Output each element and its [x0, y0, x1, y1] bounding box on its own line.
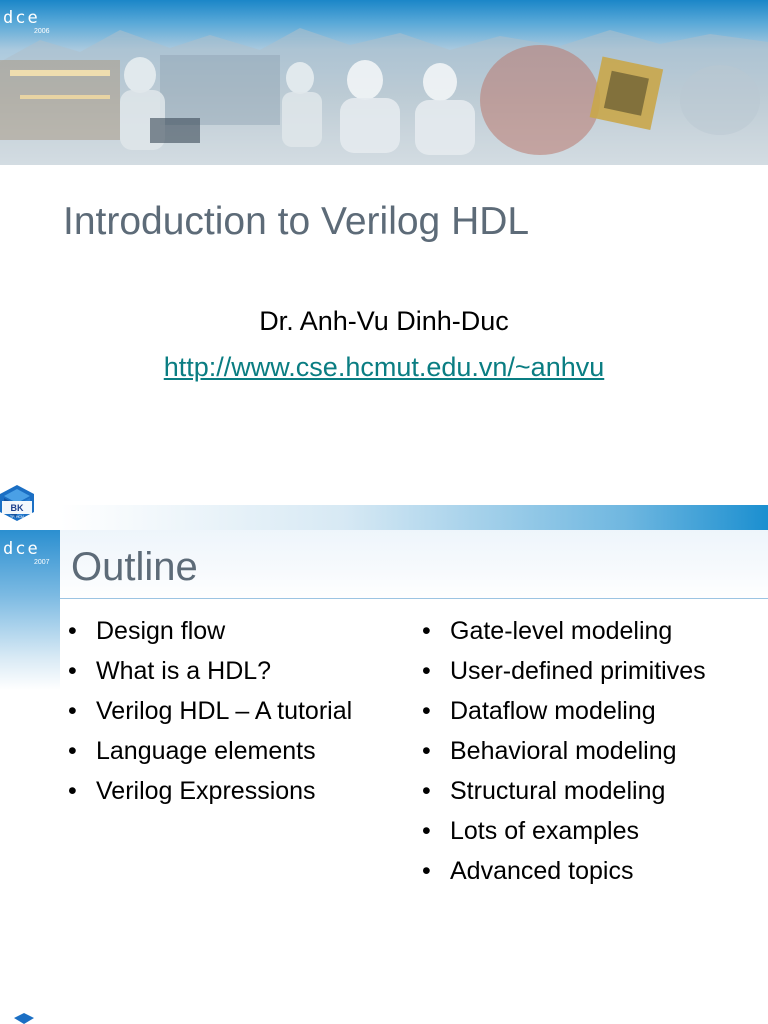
- list-item: [422, 815, 706, 855]
- bullet-icon: •: [68, 617, 77, 645]
- list-item-label: Design flow: [96, 617, 226, 645]
- slide-title: Introduction to Verilog HDL: [63, 200, 530, 243]
- list-item-label: Dataflow modeling: [450, 697, 656, 725]
- list-item: [68, 655, 352, 695]
- bullet-icon: •: [68, 777, 77, 805]
- title-divider: [60, 598, 768, 599]
- bk-logo-text: BK: [10, 503, 24, 513]
- list-item-label: Verilog Expressions: [96, 777, 316, 805]
- bk-university-logo-icon: [0, 485, 34, 529]
- list-item: [68, 735, 352, 775]
- bullet-icon: •: [422, 697, 431, 725]
- list-item-label: Gate-level modeling: [450, 617, 673, 645]
- header-banner-image: [0, 0, 768, 165]
- list-item: [68, 695, 352, 735]
- list-item: [422, 735, 706, 775]
- list-item-label: Language elements: [96, 737, 316, 765]
- list-item-label: Lots of examples: [450, 817, 639, 845]
- bullet-icon: •: [422, 777, 431, 805]
- list-item-label: Advanced topics: [450, 857, 634, 885]
- list-item-label: Behavioral modeling: [450, 737, 677, 765]
- list-item: [68, 615, 352, 655]
- list-item-label: Verilog HDL – A tutorial: [96, 697, 353, 725]
- list-item: [68, 775, 352, 815]
- author-name: Dr. Anh-Vu Dinh-Duc: [259, 306, 509, 336]
- bullet-icon: •: [422, 857, 431, 885]
- outline-list-right: [422, 615, 706, 895]
- bullet-icon: •: [68, 697, 77, 725]
- author-homepage-link[interactable]: http://www.cse.hcmut.edu.vn/~anhvu: [163, 352, 605, 382]
- list-item-label: User-defined primitives: [450, 657, 706, 685]
- bullet-icon: •: [422, 617, 431, 645]
- title-slide: [0, 0, 768, 505]
- list-item: [422, 775, 706, 815]
- bullet-icon: •: [68, 737, 77, 765]
- list-item: [422, 615, 706, 655]
- outline-slide: [0, 505, 768, 1024]
- bullet-icon: •: [422, 657, 431, 685]
- bk-logo-subtext: TP. HCM: [10, 515, 24, 519]
- outline-list-left: [68, 615, 352, 815]
- bullet-icon: •: [422, 817, 431, 845]
- dce-logo-year: 2006: [34, 28, 50, 35]
- bk-logo-partial-icon: [14, 1013, 34, 1024]
- dce-logo-year: 2007: [34, 559, 50, 566]
- list-item-label: Structural modeling: [450, 777, 666, 805]
- list-item-label: What is a HDL?: [96, 657, 272, 685]
- dce-logo-text: dce: [3, 8, 40, 28]
- dce-logo-text: dce: [3, 539, 40, 559]
- list-item: [422, 655, 706, 695]
- bullet-icon: •: [68, 657, 77, 685]
- list-item: [422, 695, 706, 735]
- list-item: [422, 855, 706, 895]
- slide-title: Outline: [71, 545, 198, 589]
- bullet-icon: •: [422, 737, 431, 765]
- cleanroom-banner-graphic: [0, 0, 768, 165]
- header-gradient-stripe: [60, 505, 768, 530]
